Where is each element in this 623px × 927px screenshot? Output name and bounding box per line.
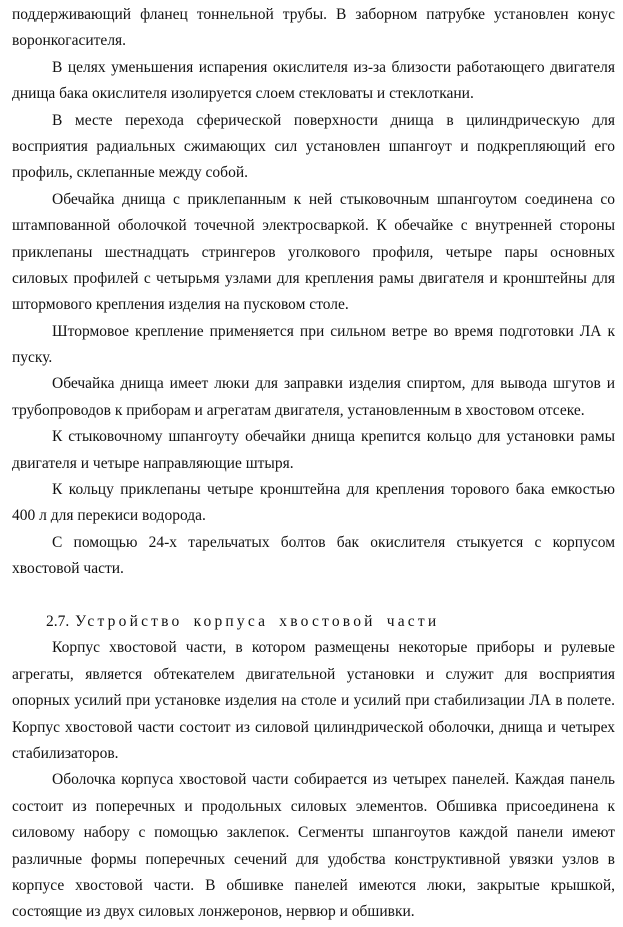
paragraph [12, 187, 615, 319]
document-page [12, 2, 615, 926]
paragraph [12, 2, 615, 55]
text-line: состоящие из двух силовых лонжеронов, нервюр и обшивки. [12, 903, 415, 921]
text-line: Оболочка корпуса хвостовой части собирается из четырех панелей. Каждая панель [52, 771, 615, 789]
text-line: К кольцу приклепаны четыре кронштейна для крепления торового бака емкостью [52, 481, 615, 499]
paragraph [12, 767, 615, 925]
text-line: трубопроводов к приборам и агрегатам двигателя, установленным в хвостовом отсеке. [12, 401, 585, 419]
text-line: состоит из поперечных и продольных силовых элементов. Обшивка присоединена к [12, 797, 615, 815]
text-line: стабилизаторов. [12, 744, 119, 762]
paragraph [12, 319, 615, 372]
text-line: Корпус хвостовой части, в котором размещены некоторые приборы и рулевые [52, 639, 615, 657]
text-after-section [12, 635, 615, 925]
text-line: восприятия радиальных сжимающих сил установлен шпангоут и подкрепляющий его [12, 137, 615, 155]
section-number: 2.7. [46, 612, 70, 630]
text-line: воронкогасителя. [12, 32, 127, 50]
paragraph [12, 55, 615, 108]
text-line: Штормовое крепление применяется при сильном ветре во время подготовки ЛА к [52, 322, 615, 340]
text-line: поддерживающий фланец тоннельной трубы. В заборном патрубке установлен конус [12, 6, 615, 23]
text-line: штормового крепления изделия на пусковом столе. [12, 296, 349, 314]
paragraph [12, 530, 615, 583]
text-line: С помощью 24-х тарельчатых болтов бак окислителя стыкуется с корпусом [52, 533, 615, 551]
text-line: хвостовой части. [12, 560, 124, 578]
paragraph [12, 108, 615, 187]
text-line: силовых профилей с четырьмя узлами для крепления рамы двигателя и кронштейны для [12, 269, 615, 287]
text-line: 400 л для перекиси водорода. [12, 507, 206, 525]
text-line: приклепаны шестнадцать стрингеров уголкового профиля, четыре пары основных [12, 243, 615, 261]
text-line: корпусе хвостовой части. В обшивке панелей имеются люки, закрытые крышкой, [12, 876, 615, 894]
section-heading [12, 609, 615, 635]
text-line: Корпус хвостовой части состоит из силовой цилиндрической оболочки, днища и четырех [12, 718, 615, 736]
paragraph [12, 371, 615, 424]
paragraph [12, 635, 615, 767]
text-line: двигателя и четыре направляющие штыря. [12, 454, 294, 472]
text-line: днища бака окислителя изолируется слоем стекловаты и стеклоткани. [12, 85, 474, 103]
text-line: опорных усилий при установке изделия на столе и усилий при стабилизации ЛА в полете. [12, 692, 615, 710]
text-line: агрегаты, является обтекателем двигательной установки и служит для восприятия [12, 665, 615, 683]
text-line: В целях уменьшения испарения окислителя из-за близости работающего двигателя [52, 58, 615, 76]
text-line: К стыковочному шпангоуту обечайки днища крепится кольцо для установки рамы [52, 428, 615, 446]
text-line: штампованной оболочкой точечной электросваркой. К обечайке с внутренней стороны [12, 217, 615, 235]
text-line: профиль, склепанные между собой. [12, 164, 248, 182]
text-line: Обечайка днища с приклепанным к ней стыковочным шпангоутом соединена со [52, 190, 615, 208]
text-line: В месте перехода сферической поверхности днища в цилиндрическую для [52, 111, 615, 129]
section-title: Устройство корпуса хвостовой части [75, 612, 440, 630]
text-line: различные формы поперечных сечений для удобства конструктивной увязки узлов в [12, 850, 615, 868]
blank-line [12, 583, 615, 609]
text-line: силовому набору с помощью заклепок. Сегменты шпангоутов каждой панели имеют [12, 824, 615, 842]
paragraph [12, 477, 615, 530]
paragraph [12, 424, 615, 477]
text-line: Обечайка днища имеет люки для заправки изделия спиртом, для вывода шгутов и [52, 375, 615, 393]
text-line: пуску. [12, 349, 53, 367]
text-before-section [12, 2, 615, 583]
